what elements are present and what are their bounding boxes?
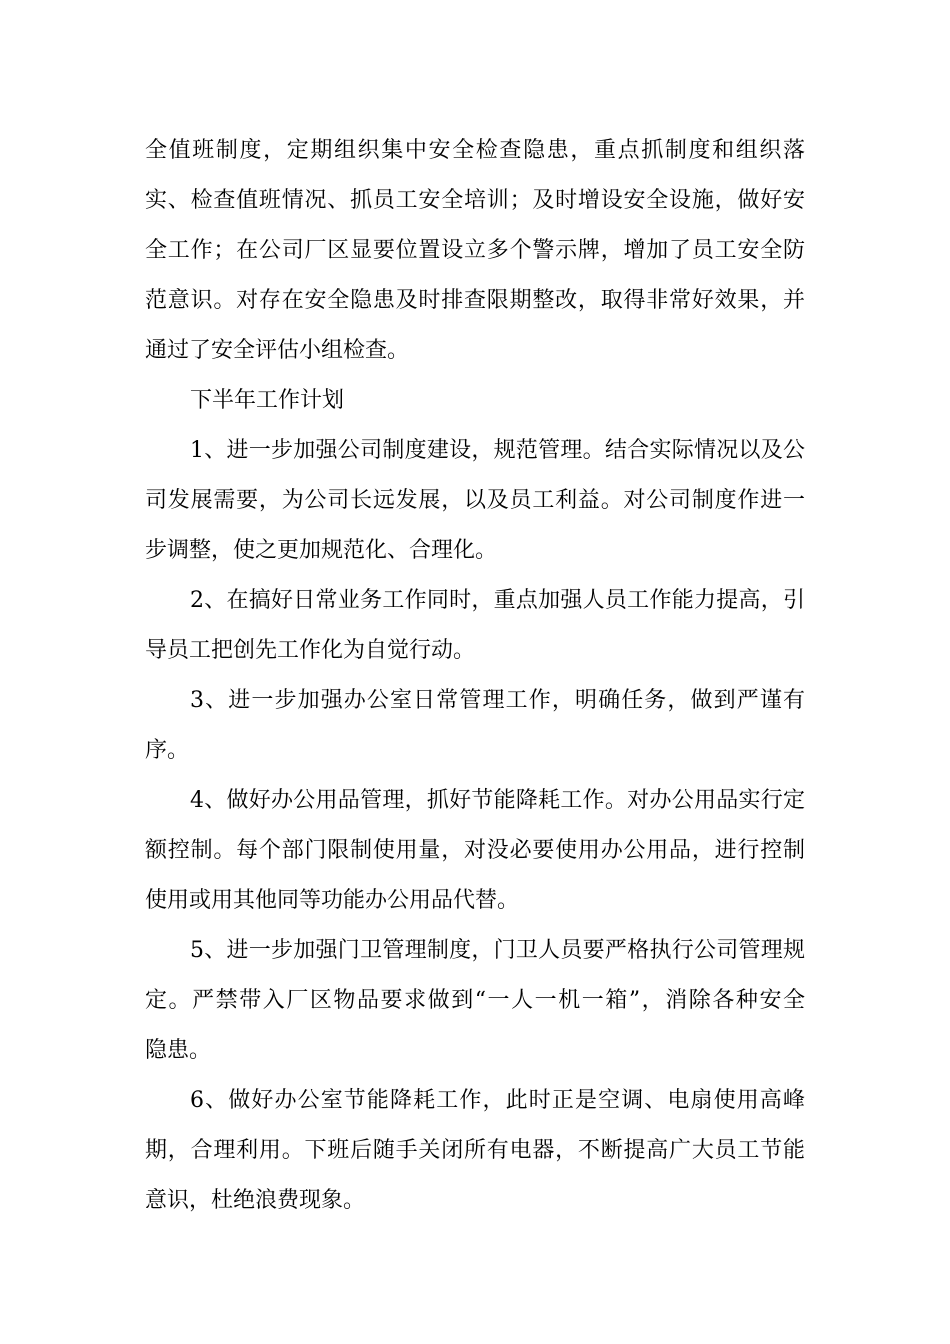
list-item-line: 1、进一步加强公司制度建设，规范管理。结合实际情况以及公 <box>190 438 805 463</box>
paragraph-line: 实、检查值班情况、抓员工安全培训；及时增设安全设施，做好安 <box>145 188 805 213</box>
list-item-line: 期，合理利用。下班后随手关闭所有电器，不断提高广大员工节能 <box>145 1138 805 1163</box>
list-item-line: 6、做好办公室节能降耗工作，此时正是空调、电扇使用高峰 <box>190 1088 805 1113</box>
list-item-line: 隐患。 <box>145 1038 212 1063</box>
paragraph-line: 范意识。对存在安全隐患及时排查限期整改，取得非常好效果，并 <box>145 288 805 313</box>
list-item-line: 定。严禁带入厂区物品要求做到“一人一机一箱”，消除各种安全 <box>145 988 805 1013</box>
list-item-line: 3、进一步加强办公室日常管理工作，明确任务，做到严谨有 <box>190 688 805 713</box>
section-heading: 下半年工作计划 <box>190 388 345 413</box>
list-item-line: 2、在搞好日常业务工作同时，重点加强人员工作能力提高，引 <box>190 588 805 613</box>
paragraph-line: 全工作；在公司厂区显要位置设立多个警示牌，增加了员工安全防 <box>145 238 805 263</box>
paragraph-line: 全值班制度，定期组织集中安全检查隐患，重点抓制度和组织落 <box>145 138 805 163</box>
list-item-line: 意识，杜绝浪费现象。 <box>145 1188 366 1213</box>
list-item-line: 司发展需要，为公司长远发展，以及员工利益。对公司制度作进一 <box>145 488 805 513</box>
list-item-line: 序。 <box>145 738 190 763</box>
list-item-line: 5、进一步加强门卫管理制度，门卫人员要严格执行公司管理规 <box>190 938 805 963</box>
list-item-line: 4、做好办公用品管理，抓好节能降耗工作。对办公用品实行定 <box>190 788 805 813</box>
list-item-line: 额控制。每个部门限制使用量，对没必要使用办公用品，进行控制 <box>145 838 805 863</box>
list-item-line: 使用或用其他同等功能办公用品代替。 <box>145 888 520 913</box>
list-item-line: 导员工把创先工作化为自觉行动。 <box>145 638 476 663</box>
paragraph-line: 通过了安全评估小组检查。 <box>145 338 410 363</box>
list-item-line: 步调整，使之更加规范化、合理化。 <box>145 538 498 563</box>
